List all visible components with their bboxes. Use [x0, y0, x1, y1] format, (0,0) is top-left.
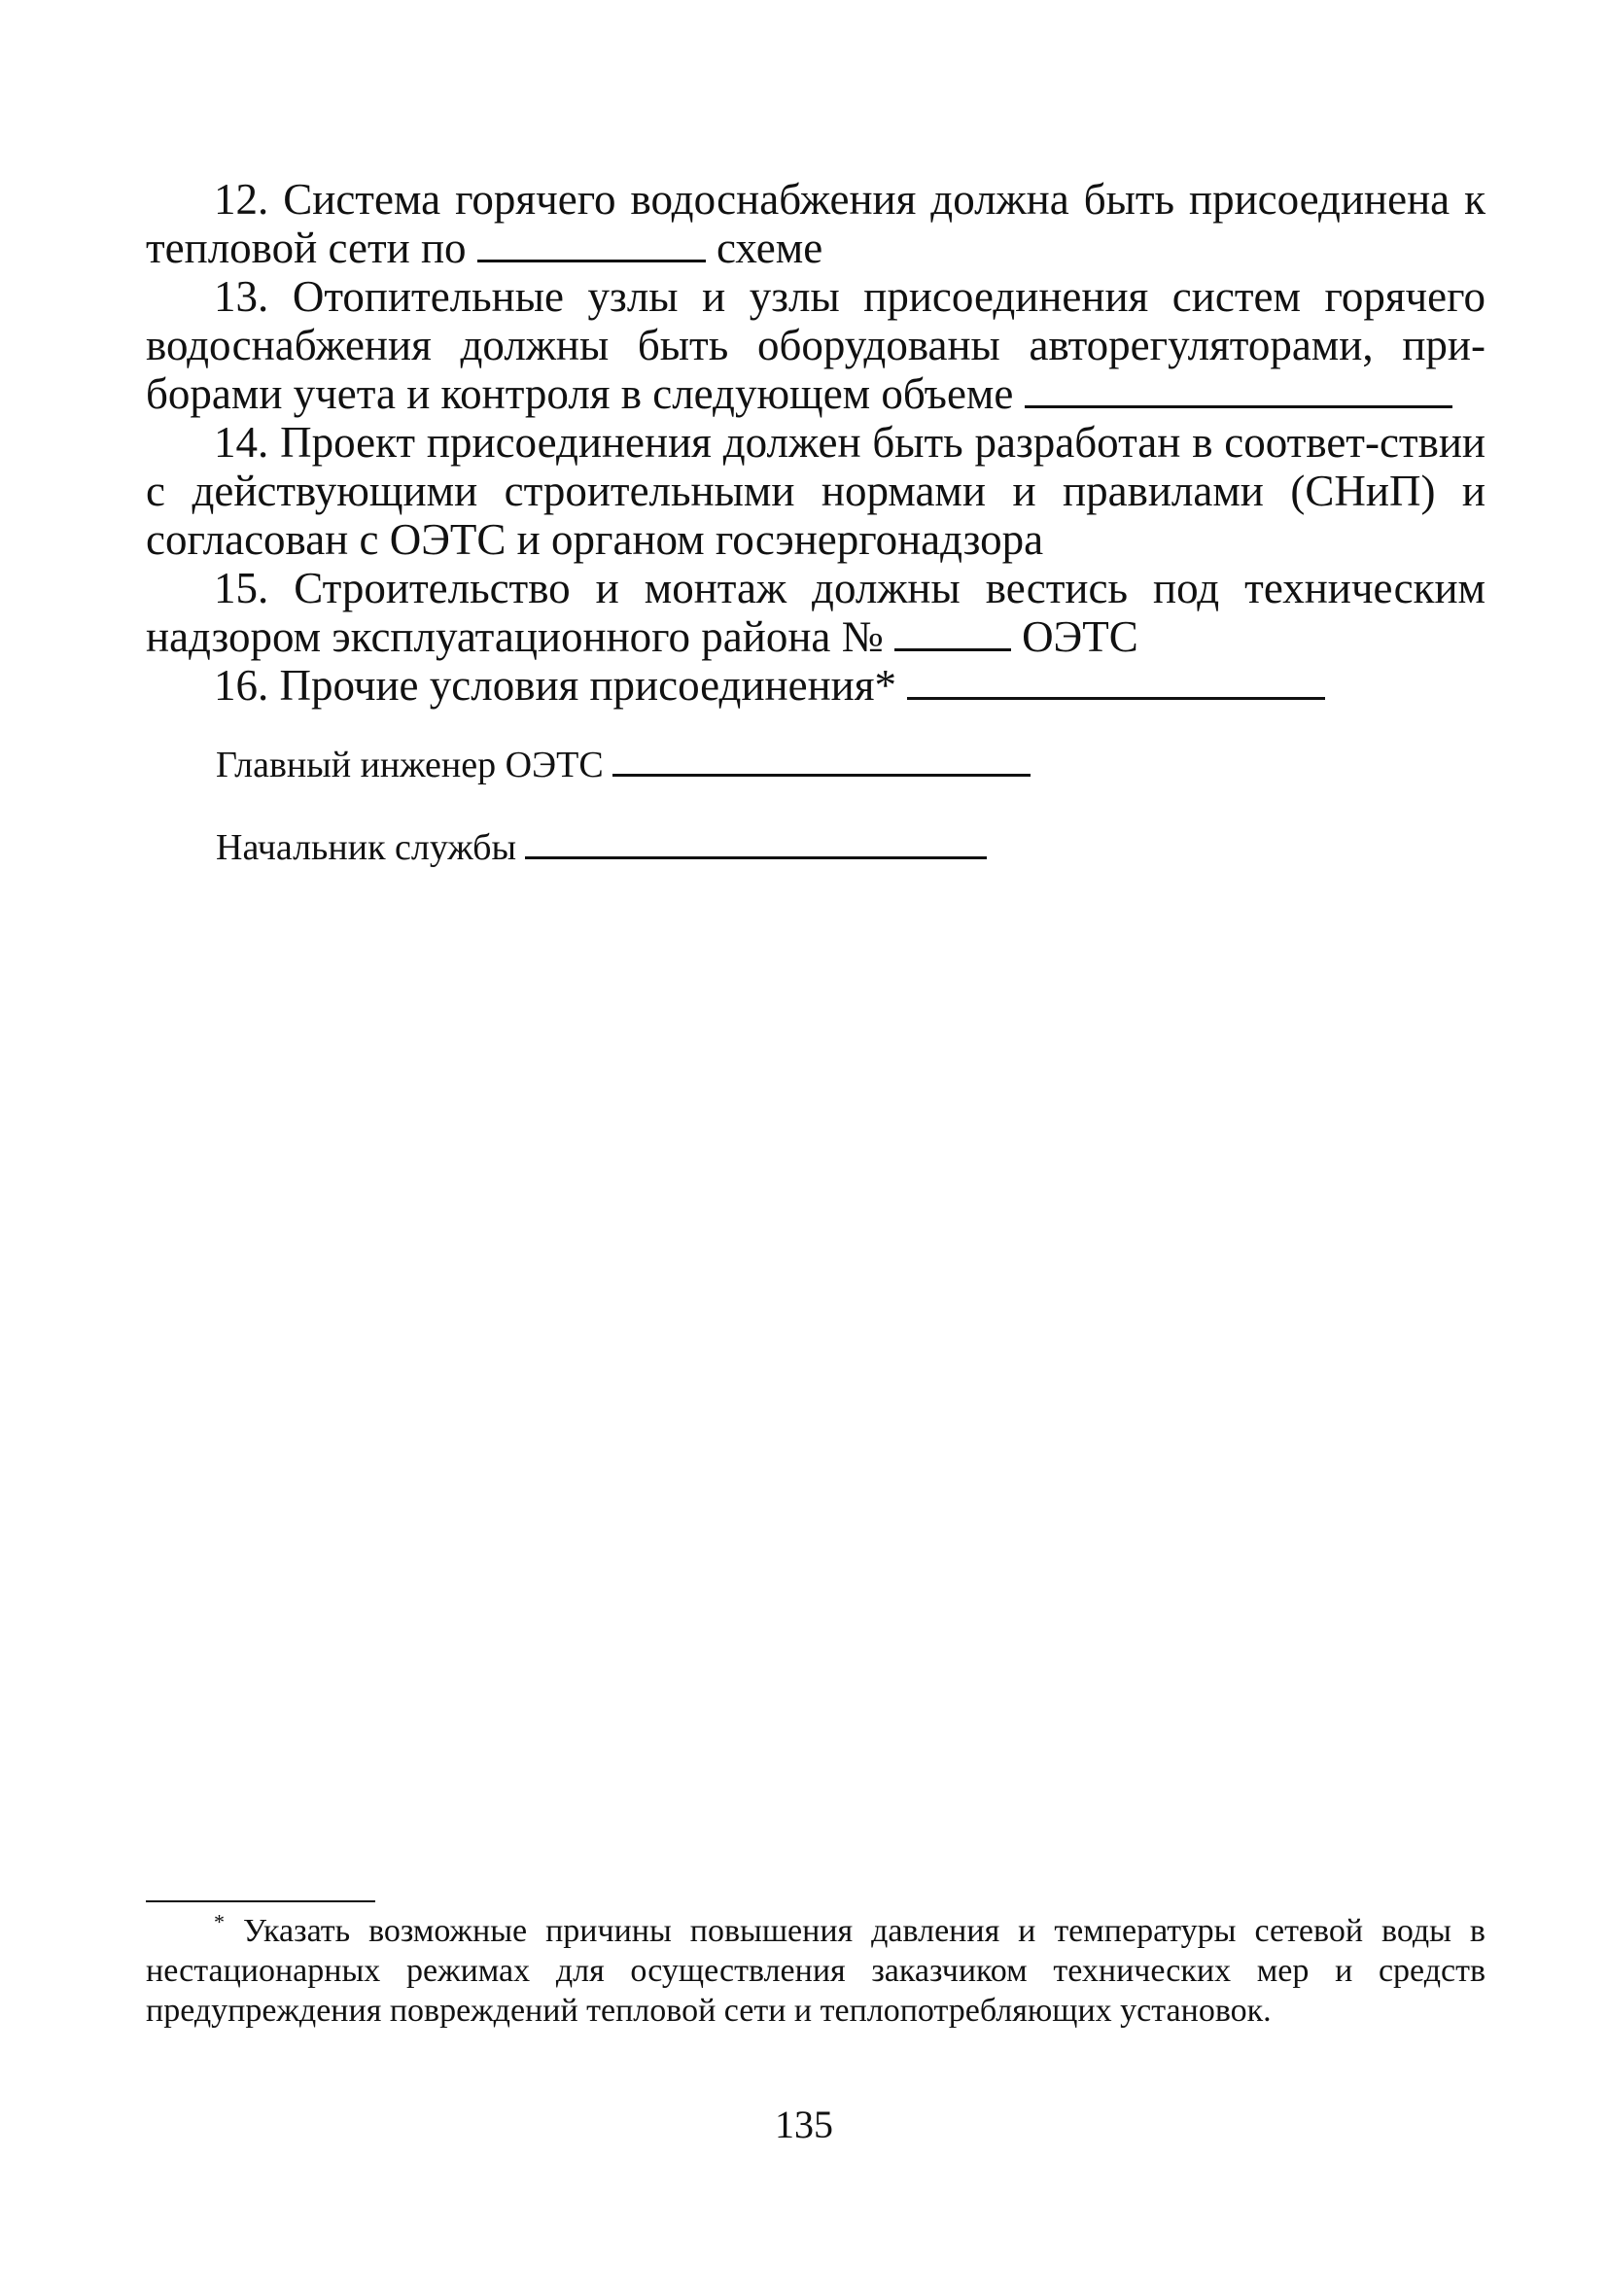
footnote: [146, 1911, 1486, 2031]
item-14: [146, 418, 1486, 564]
service-head-signature: [216, 826, 987, 869]
metering-scope-blank[interactable]: [1025, 370, 1452, 408]
service-head-signature-line[interactable]: [525, 827, 987, 859]
chief-engineer-signature: [216, 744, 1031, 786]
item-13-number: 13.: [214, 272, 269, 321]
item-12-text: Система горячего водоснабжения должна быть присоединена к тепловой сети по: [146, 175, 1486, 272]
item-14-text: Проект присоединения должен быть разработан в соответ-ствии с действующими строительными нормами и правилами (СНиП) и согласован с ОЭТС и органом госэнергонадзора: [146, 418, 1486, 564]
item-12: [146, 175, 1486, 272]
other-conditions-blank[interactable]: [907, 662, 1325, 700]
item-15: [146, 564, 1486, 661]
item-13-text: Отопительные узлы и узлы присоединения систем горячего водоснабжения должны быть оборудованы авторегуляторами, при-борами учета и контроля в следующем объеме: [146, 272, 1486, 418]
item-12-number: 12.: [214, 175, 269, 224]
chief-engineer-signature-line[interactable]: [612, 745, 1031, 777]
item-16: [146, 661, 1486, 710]
chief-engineer-label: Главный инженер ОЭТС: [216, 745, 604, 785]
service-head-label: Начальник службы: [216, 827, 516, 868]
footnote-marker: *: [214, 1909, 225, 1934]
footnote-separator: [146, 1900, 375, 1902]
item-16-number: 16.: [214, 661, 269, 710]
item-15-tail: ОЭТС: [1022, 612, 1138, 661]
item-16-text: Прочие условия присоединения*: [279, 661, 896, 710]
item-13: [146, 272, 1486, 418]
scheme-blank[interactable]: [477, 225, 706, 262]
page-number: 135: [775, 2103, 833, 2146]
item-15-text: Строительство и монтаж должны вестись под техническим надзором эксплуатационного района №: [146, 564, 1486, 661]
footnote-text: Указать возможные причины повышения давления и температуры сетевой воды в нестационарных режимах для осуществления заказчиком технических мер и средств предупреждения повреждений тепловой сети и теплопотребляющих установок.: [146, 1913, 1486, 2029]
district-number-blank[interactable]: [894, 613, 1011, 651]
item-15-number: 15.: [214, 564, 269, 612]
item-12-tail: схеме: [717, 224, 823, 272]
item-14-number: 14.: [214, 418, 269, 467]
